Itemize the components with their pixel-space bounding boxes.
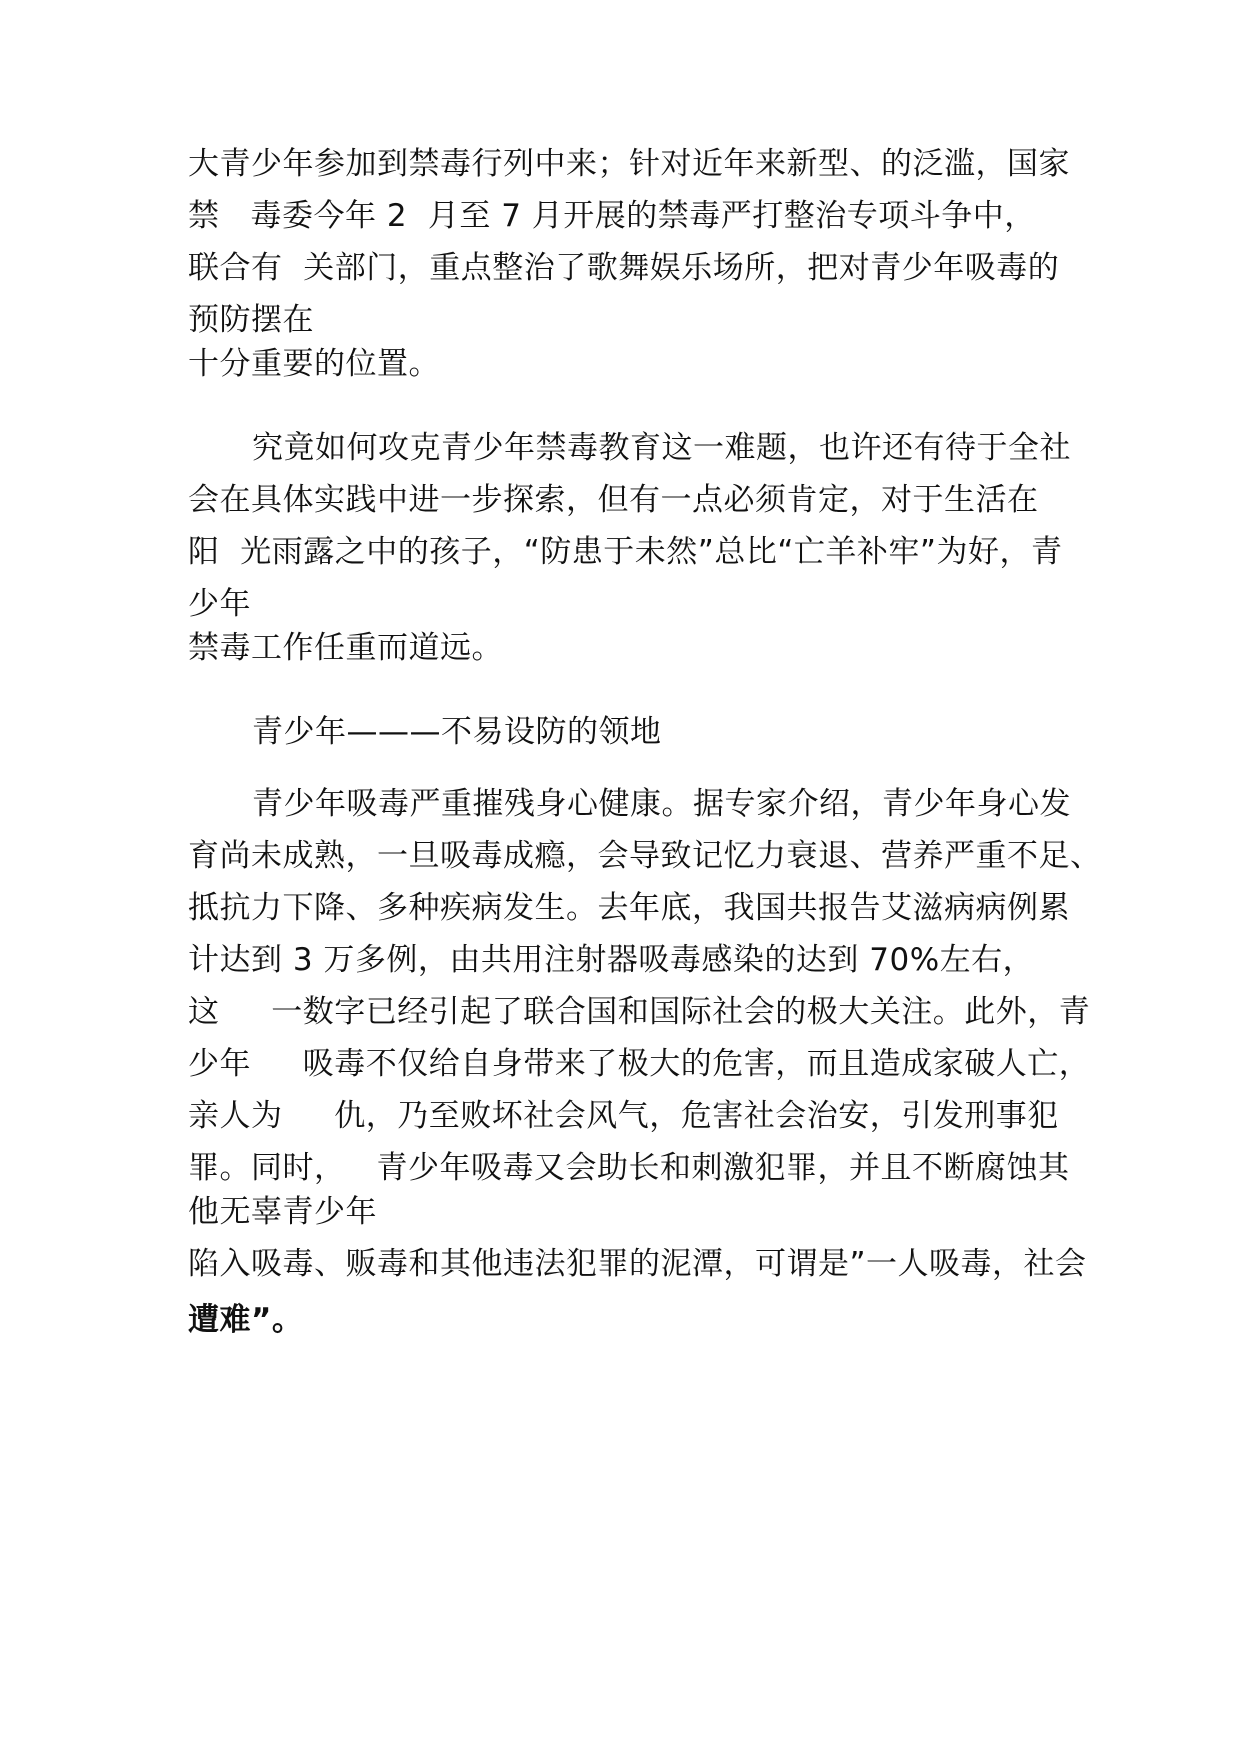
paragraph-3-line-4: 计达到 3 万多例，由共用注射器吸毒感染的达到 70%左右，	[188, 942, 1035, 978]
paragraph-1-line-2: 禁 毒委今年 2 月至 7 月开展的禁毒严打整治专项斗争中，	[188, 198, 1036, 234]
paragraph-3-line-10: 陷入吸毒、贩毒和其他违法犯罪的泥潭，可谓是”一人吸毒，社会	[188, 1246, 1087, 1282]
paragraph-2-line-1: 究竟如何攻克青少年禁毒教育这一难题，也许还有待于全社	[252, 430, 1071, 466]
paragraph-1-line-3: 联合有 关部门，重点整治了歌舞娱乐场所，把对青少年吸毒的	[188, 250, 1060, 286]
paragraph-3-line-6: 少年 吸毒不仅给自身带来了极大的危害，而且造成家破人亡，	[188, 1046, 1091, 1082]
paragraph-2-line-4: 少年	[188, 586, 251, 622]
paragraph-3-line-1: 青少年吸毒严重摧残身心健康。据专家介绍，青少年身心发	[252, 786, 1071, 822]
paragraph-2-line-5: 禁毒工作任重而道远。	[188, 630, 503, 666]
paragraph-3-line-9: 他无辜青少年	[188, 1194, 377, 1230]
paragraph-3-line-11: 遭难”。	[188, 1302, 304, 1338]
paragraph-1-line-4: 预防摆在	[188, 302, 314, 338]
paragraph-3-line-8: 罪。同时， 青少年吸毒又会助长和刺激犯罪，并且不断腐蚀其	[188, 1150, 1070, 1186]
paragraph-3-line-3: 抵抗力下降、多种疾病发生。去年底，我国共报告艾滋病病例累	[188, 890, 1070, 926]
paragraph-1-line-5: 十分重要的位置。	[188, 346, 440, 382]
paragraph-2-line-3: 阳 光雨露之中的孩子，“防患于未然”总比“亡羊补牢”为好，青	[188, 534, 1063, 570]
paragraph-3-line-7: 亲人为 仇，乃至败坏社会风气，危害社会治安，引发刑事犯	[188, 1098, 1059, 1134]
section-heading: 青少年———不易设防的领地	[252, 714, 662, 750]
paragraph-1-line-1: 大青少年参加到禁毒行列中来；针对近年来新型、的泛滥，国家	[188, 146, 1070, 182]
paragraph-3-line-5: 这 一数字已经引起了联合国和国际社会的极大关注。此外，青	[188, 994, 1091, 1030]
paragraph-3-line-2: 育尚未成熟，一旦吸毒成瘾，会导致记忆力衰退、营养严重不足、	[188, 838, 1102, 874]
paragraph-2-line-2: 会在具体实践中进一步探索，但有一点必须肯定，对于生活在	[188, 482, 1039, 518]
